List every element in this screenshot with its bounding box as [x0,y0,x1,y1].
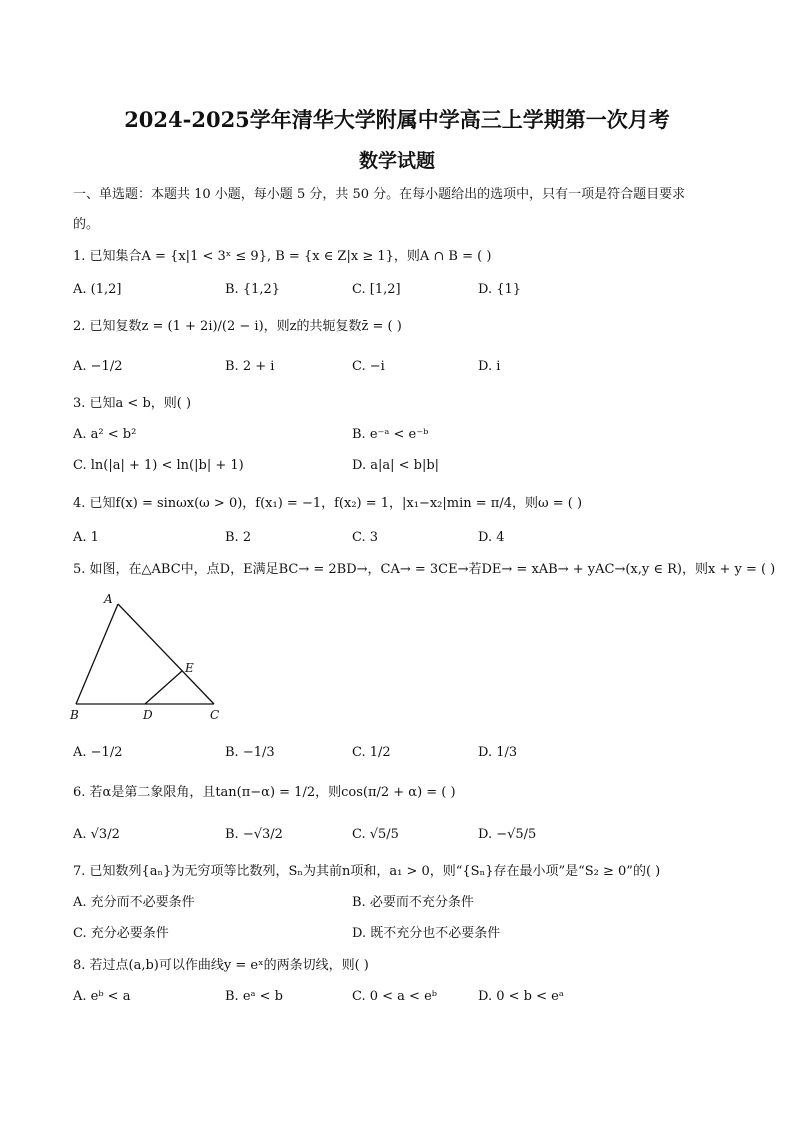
label-d: D [143,708,153,722]
question-5-option-a: A. −1/2 [73,745,123,760]
question-8-stem: 8. 若过点(a,b)可以作曲线y = eˣ的两条切线，则( ) [73,958,369,973]
question-2-option-d: D. i [478,359,501,374]
side-ab [76,604,118,704]
question-8-option-a: A. eᵇ < a [73,989,131,1004]
question-8-option-c: C. 0 < a < eᵇ [352,989,437,1004]
question-1-option-c: C. [1,2] [352,282,401,297]
question-7-option-b: B. 必要而不充分条件 [352,895,474,910]
label-e: E [185,661,194,675]
label-c: C [210,708,220,722]
question-1-stem: 1. 已知集合A = {x|1 < 3ˣ ≤ 9}, B = {x ∈ Z|x ≥ 1}，则A ∩ B = ( ) [73,249,492,264]
question-2-option-b: B. 2 + i [225,359,275,374]
question-4-stem: 4. 已知f(x) = sinωx(ω > 0)，f(x₁) = −1，f(x₂) = 1，|x₁−x₂|min = π/4，则ω = ( ) [73,496,583,511]
question-5-option-c: C. 1/2 [352,745,391,760]
question-6-stem: 6. 若α是第二象限角，且tan(π−α) = 1/2，则cos(π/2 + α) = ( ) [73,785,456,800]
question-2-option-c: C. −i [352,359,385,374]
question-3-option-a: A. a² < b² [73,427,137,442]
question-7-option-c: C. 充分必要条件 [73,926,169,941]
question-3-stem: 3. 已知a < b，则( ) [73,396,192,411]
question-5-stem: 5. 如图，在△ABC中，点D，E满足BC→ = 2BD→，CA→ = 3CE→若DE→ = xAB→ + yAC→(x,y ∈ R)，则x + y = ( ) [73,562,776,577]
question-5-option-d: D. 1/3 [478,745,518,760]
question-2-option-a: A. −1/2 [73,359,123,374]
question-6-option-c: C. √5/5 [352,827,399,842]
triangle-figure [66,592,226,722]
question-7-stem: 7. 已知数列{aₙ}为无穷项等比数列，Sₙ为其前n项和，a₁ > 0，则“{Sₙ}存在最小项”是“S₂ ≥ 0”的( ) [73,864,661,879]
question-3-option-d: D. a|a| < b|b| [352,458,440,473]
question-4-option-a: A. 1 [73,530,99,545]
question-4-option-c: C. 3 [352,530,379,545]
exam-title: 2024-2025学年清华大学附属中学高三上学期第一次月考 [124,107,670,132]
exam-subtitle: 数学试题 [358,150,435,172]
question-5-option-b: B. −1/3 [225,745,275,760]
question-6-option-b: B. −√3/2 [225,827,283,842]
question-6-option-a: A. √3/2 [73,827,120,842]
segment-de [145,671,182,704]
question-1-option-d: D. {1} [478,282,522,297]
label-a: A [104,592,113,606]
question-4-option-d: D. 4 [478,530,505,545]
label-b: B [70,708,79,722]
side-ac [118,604,214,704]
question-3-option-b: B. e⁻ᵃ < e⁻ᵇ [352,427,429,442]
question-3-option-c: C. ln(|a| + 1) < ln(|b| + 1) [73,458,244,473]
question-1-option-b: B. {1,2} [225,282,281,297]
question-7-option-a: A. 充分而不必要条件 [73,895,195,910]
question-6-option-d: D. −√5/5 [478,827,537,842]
section-intro: 一、单选题：本题共 10 小题，每小题 5 分，共 50 分。在每小题给出的选项中，只有一项是符合题目要求 [73,187,686,202]
question-1-option-a: A. (1,2] [73,282,122,297]
question-4-option-b: B. 2 [225,530,252,545]
question-8-option-b: B. eᵃ < b [225,989,284,1004]
question-2-stem: 2. 已知复数z = (1 + 2i)/(2 − i)，则z的共轭复数z̄ = ( ) [73,319,402,334]
section-intro-cont: 的。 [73,217,100,232]
question-7-option-d: D. 既不充分也不必要条件 [352,926,501,941]
question-8-option-d: D. 0 < b < eᵃ [478,989,564,1004]
